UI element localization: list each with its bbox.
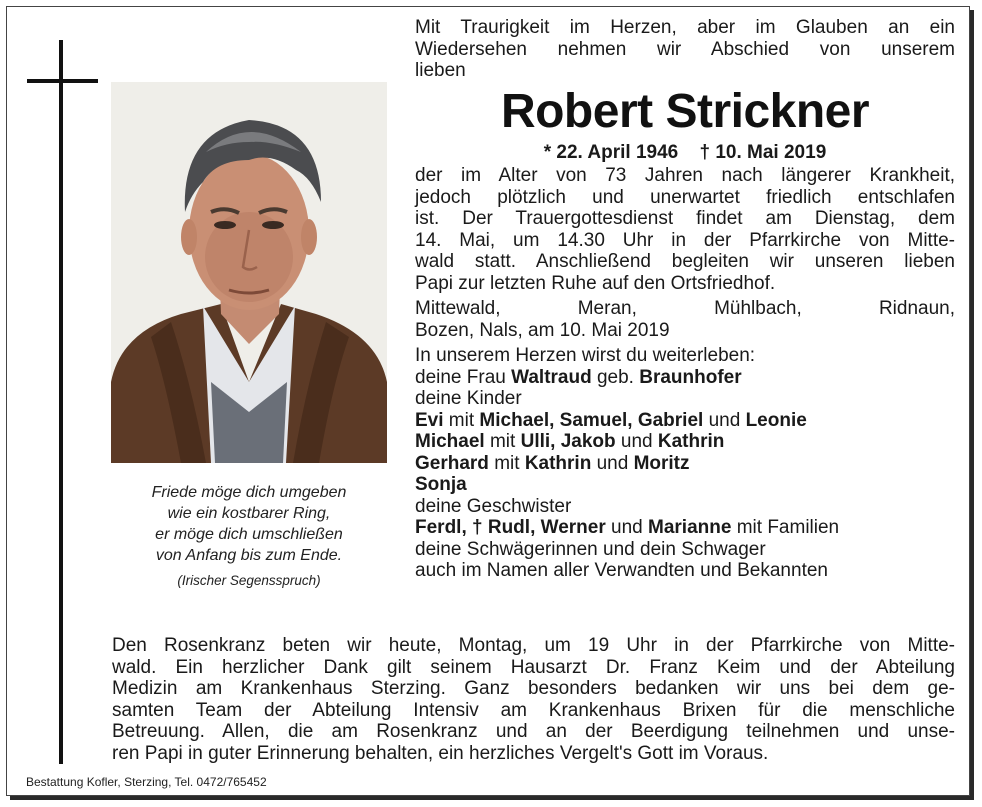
siblings-line: Ferdl, † Rudl, Werner und Marianne mit Familien xyxy=(415,517,840,538)
verse-line: Friede möge dich umgeben xyxy=(151,484,347,501)
verse-line: er möge dich umschließen xyxy=(155,526,343,543)
closing-paragraph xyxy=(112,635,955,765)
place-line: Bozen, Nals, am 10. Mai 2019 xyxy=(415,319,670,341)
verse-source: (Irischer Segensspruch) xyxy=(177,573,321,588)
intro-line: lieben xyxy=(415,60,466,81)
closing-line: wald. Ein herzlicher Dank gilt seinem Hausarzt Dr. Franz Keim und der Abteilung xyxy=(112,656,955,678)
child-line: Gerhard mit Kathrin und Moritz xyxy=(415,452,690,474)
closing-line: samten Team der Abteilung Intensiv am Krankenhaus Brixen für die menschliche xyxy=(112,699,955,721)
intro-line: Mit Traurigkeit im Herzen, aber im Glauben an ein xyxy=(415,17,955,38)
child-line: Evi mit Michael, Samuel, Gabriel und Leonie xyxy=(415,409,807,431)
life-dates xyxy=(415,142,955,164)
closing-line: ren Papi in guter Erinnerung behalten, ein herzliches Vergelt's Gott im Voraus. xyxy=(112,742,769,764)
body-line: wald statt. Anschließend begleiten wir unseren lieben xyxy=(415,251,955,272)
wife-line: deine Frau Waltraud geb. Braunhofer xyxy=(415,366,742,388)
place-line: Mittewald, Meran, Mühlbach, Ridnaun, xyxy=(415,298,955,319)
others-line: auch im Namen aller Verwandten und Bekannten xyxy=(415,560,828,581)
death-date: † 10. Mai 2019 xyxy=(699,141,827,163)
body-line: Papi zur letzten Ruhe auf den Ortsfriedhof. xyxy=(415,272,776,294)
verse-line: wie ein kostbarer Ring, xyxy=(167,505,331,522)
cross-vertical-bar xyxy=(59,40,63,764)
main-text-column xyxy=(415,17,955,582)
mourners-heading: In unserem Herzen wirst du weiterleben: xyxy=(415,345,756,366)
body-line: der im Alter von 73 Jahren nach längerer Krankheit, xyxy=(415,165,955,186)
body-line: ist. Der Trauergottesdienst findet am Dienstag, dem xyxy=(415,208,955,229)
closing-line: Medizin am Krankenhaus Sterzing. Ganz besonders bedanken wir uns bei dem ge- xyxy=(112,678,955,700)
deceased-name: Robert Strickner xyxy=(500,84,870,138)
child-line: Sonja xyxy=(415,474,467,495)
closing-line: Betreuung. Allen, die am Rosenkranz und an der Beerdigung teilnehmen und unse- xyxy=(112,721,955,743)
siblings-label: deine Geschwister xyxy=(415,495,572,517)
children-label: deine Kinder xyxy=(415,388,522,409)
intro-line: Wiedersehen nehmen wir Abschied von unserem xyxy=(415,38,955,60)
blessing-verse xyxy=(111,482,387,591)
closing-line: Den Rosenkranz beten wir heute, Montag, um 19 Uhr in der Pfarrkirche von Mitte- xyxy=(112,635,955,656)
inlaws-line: deine Schwägerinnen und dein Schwager xyxy=(415,538,766,560)
body-line: 14. Mai, um 14.30 Uhr in der Pfarrkirche von Mitte- xyxy=(415,229,955,251)
verse-line: von Anfang bis zum Ende. xyxy=(155,547,343,564)
funeral-home-credit: Bestattung Kofler, Sterzing, Tel. 0472/765452 xyxy=(26,775,267,789)
cross-horizontal-bar xyxy=(27,79,98,83)
child-line: Michael mit Ulli, Jakob und Kathrin xyxy=(415,431,725,452)
birth-date: * 22. April 1946 xyxy=(543,141,679,163)
body-line: jedoch plötzlich und unerwartet friedlich entschlafen xyxy=(415,186,955,208)
portrait-photo xyxy=(111,82,387,463)
